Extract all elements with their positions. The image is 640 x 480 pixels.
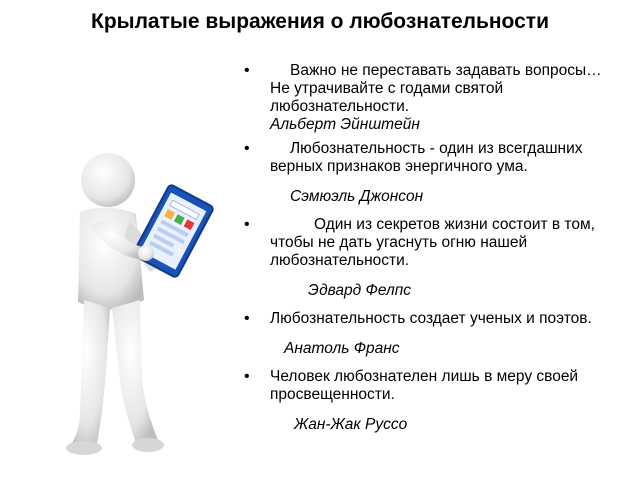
quote-list bbox=[244, 62, 614, 444]
quote-text: • Человек любознателен лишь в меру своей просвещенности. bbox=[270, 368, 579, 403]
quote-author: Жан-Жак Руссо bbox=[294, 416, 408, 433]
quote-text: • Один из секретов жизни состоит в том, чтобы не дать угаснуть огню нашей любознательности. bbox=[270, 216, 595, 269]
quote-text: • Важно не переставать задавать вопросы…Не утрачивайте с годами святой любознательности. bbox=[270, 62, 602, 115]
quote-item bbox=[244, 216, 614, 270]
quote-item bbox=[244, 62, 614, 134]
quote-author: Анатоль Франс bbox=[284, 340, 400, 357]
quote-text: • Любознательность создает ученых и поэтов. bbox=[270, 310, 592, 327]
slide-title: Крылатые выражения о любознательности bbox=[91, 10, 549, 33]
quote-author: Сэмюэль Джонсон bbox=[290, 188, 424, 205]
quote-author: Альберт Эйнштейн bbox=[270, 116, 420, 133]
quote-item bbox=[244, 140, 614, 176]
person-with-tablet-icon bbox=[50, 150, 230, 460]
quote-item bbox=[244, 310, 614, 328]
quote-item bbox=[244, 368, 614, 404]
quote-text: • Любознательность - один из всегдашних верных признаков энергичного ума. bbox=[270, 140, 583, 175]
quote-author: Эдвард Фелпс bbox=[308, 282, 411, 299]
